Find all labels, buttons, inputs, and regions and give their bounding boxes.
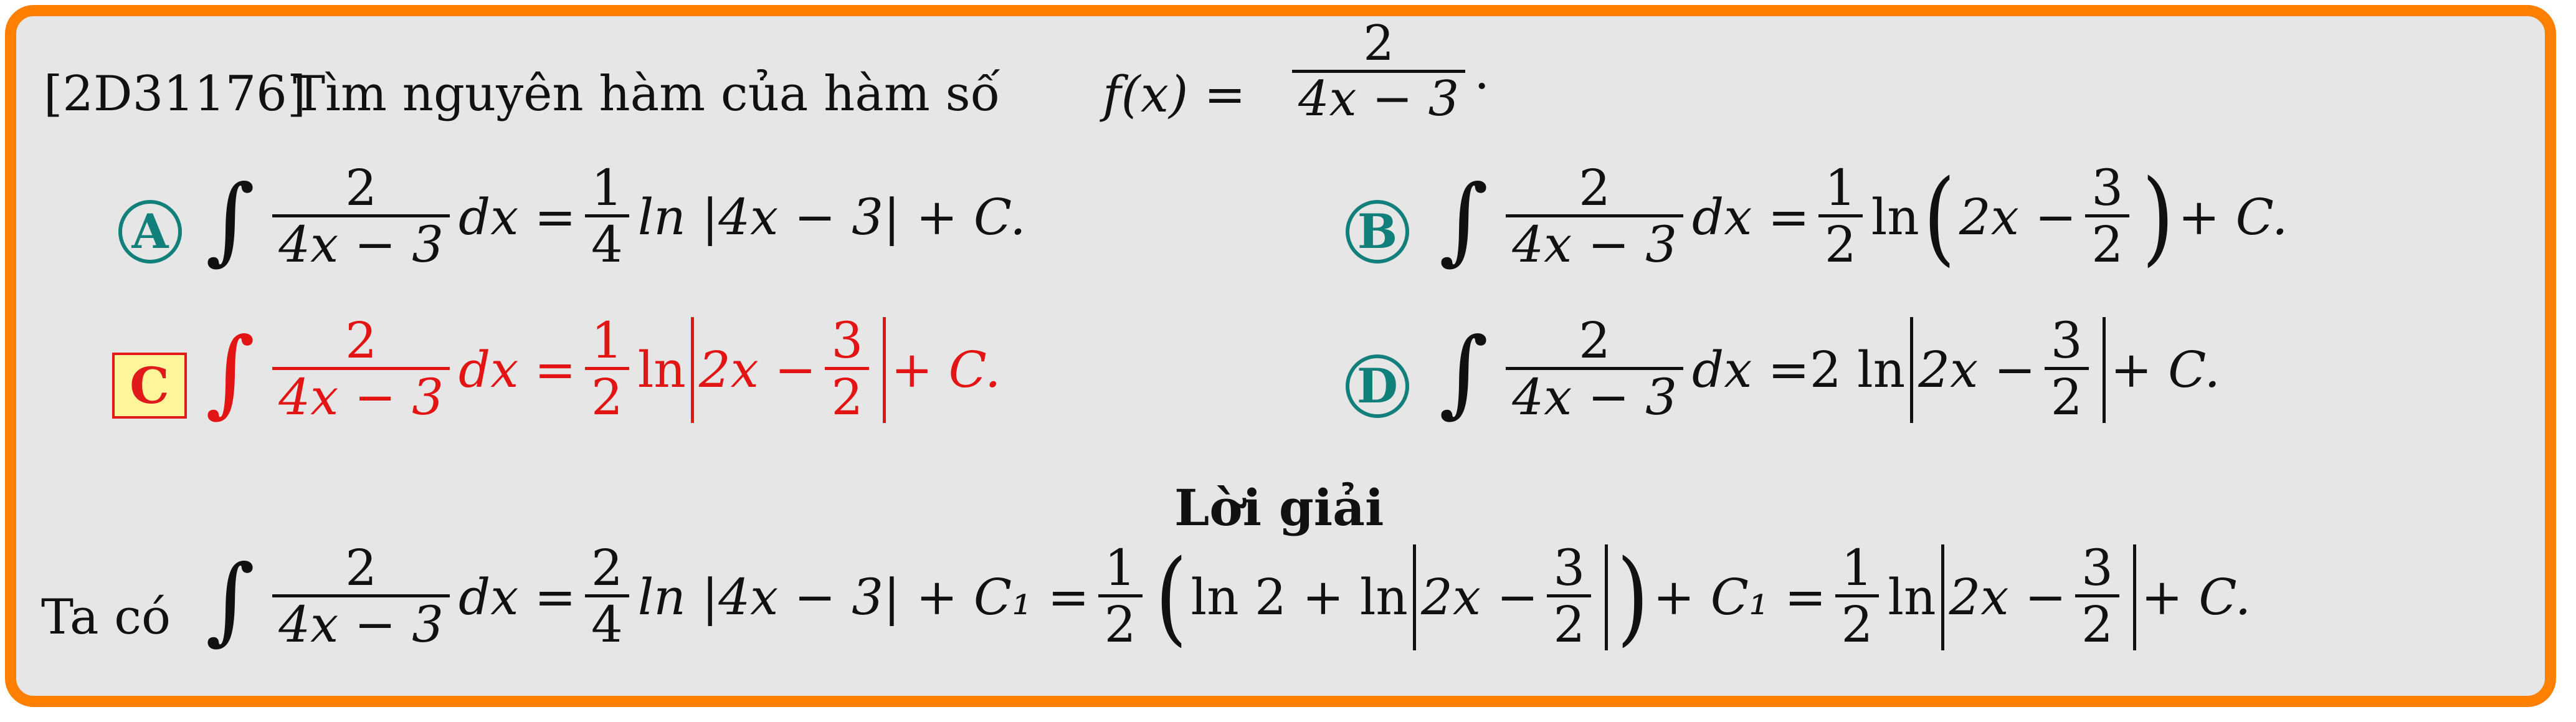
step3-coef-den: 2	[1835, 594, 1880, 652]
dx-equals: dx =	[1692, 341, 1810, 399]
integrand-den: 4x − 3	[272, 214, 450, 272]
option-c-ln: ln	[637, 341, 686, 399]
step2-num: 3	[1553, 539, 1585, 597]
step3-ln: ln	[1888, 568, 1936, 626]
abs-bar-left	[1941, 544, 1944, 650]
step3-den: 2	[2075, 594, 2119, 652]
integral-sign: ∫	[1439, 164, 1489, 275]
abs-bar-left	[1910, 317, 1913, 423]
solution-intro: Ta có	[41, 589, 171, 645]
option-b-ln: ln	[1871, 188, 1919, 246]
integrand-den: 4x − 3	[272, 367, 450, 425]
option-a-coef-num: 1	[591, 159, 623, 217]
option-c-math	[206, 311, 1001, 427]
option-c-inner: 2x −	[698, 341, 817, 399]
abs-bar-left	[1413, 544, 1416, 650]
choice-b-letter: B	[1357, 204, 1398, 259]
abs-bar-right	[1605, 544, 1608, 650]
option-b-inner-num: 3	[2091, 159, 2124, 217]
option-b-coef-num: 1	[1824, 159, 1856, 217]
integral-sign: ∫	[206, 164, 255, 275]
step2-inner: ln 2 + ln	[1191, 568, 1408, 626]
option-c-tail: + C.	[891, 341, 1001, 399]
step2-den: 2	[1547, 594, 1591, 652]
step2-coef-num: 1	[1104, 539, 1136, 597]
solution-math	[206, 537, 2251, 657]
question-frac-num: 2	[1363, 16, 1394, 72]
choice-d-badge[interactable]	[1346, 354, 1409, 418]
left-paren: (	[1923, 157, 1956, 277]
option-b-tail: + C.	[2178, 188, 2288, 246]
choice-a-letter: A	[131, 204, 169, 259]
step3-tail: + C.	[2141, 568, 2251, 626]
integrand-num: 2	[1579, 311, 1611, 369]
option-d-inner-den: 2	[2045, 367, 2089, 425]
step2-tail: + C₁ =	[1653, 568, 1827, 626]
option-b-coef-den: 2	[1818, 214, 1863, 272]
abs-bar-left	[691, 317, 694, 423]
question-frac-den: 4x − 3	[1292, 70, 1465, 126]
option-b-inner: 2x −	[1959, 188, 2077, 246]
integrand-den: 4x − 3	[272, 594, 450, 652]
option-d-coef: 2 ln	[1809, 341, 1906, 399]
function-lhs: f(x) =	[1103, 65, 1246, 123]
right-paren: )	[2142, 157, 2174, 277]
integrand-num: 2	[345, 159, 378, 217]
dx-equals: dx =	[1692, 188, 1810, 246]
integral-sign: ∫	[1439, 316, 1489, 427]
step3-num: 3	[2081, 539, 2113, 597]
option-d-inner: 2x −	[1918, 341, 2036, 399]
integral-sign: ∫	[206, 544, 255, 655]
solution-heading: Lời giải	[1174, 478, 1384, 537]
integrand-den: 4x − 3	[1506, 367, 1683, 425]
integrand-den: 4x − 3	[1506, 214, 1683, 272]
step2-coef-den: 2	[1098, 594, 1143, 652]
integrand-num: 2	[345, 311, 378, 369]
right-paren: )	[1617, 537, 1649, 657]
dx-equals: dx =	[459, 188, 576, 246]
option-d-math	[1439, 311, 2220, 427]
abs-bar-right	[2133, 544, 2136, 650]
choice-b-badge[interactable]	[1346, 200, 1409, 264]
choice-a-badge[interactable]	[118, 200, 182, 264]
step1-coef-den: 4	[585, 594, 629, 652]
choice-d-letter: D	[1357, 358, 1398, 414]
option-c-coef-num: 1	[591, 311, 623, 369]
integrand-num: 2	[1579, 159, 1611, 217]
abs-bar-right	[2103, 317, 2106, 423]
option-c-inner-den: 2	[825, 367, 869, 425]
option-c-coef-den: 2	[585, 367, 629, 425]
step1-rhs: ln |4x − 3| + C₁ =	[637, 568, 1090, 626]
question-end: .	[1474, 44, 1490, 101]
integrand-num: 2	[345, 539, 378, 597]
option-a-math	[206, 159, 1026, 275]
dx-equals: dx =	[459, 568, 576, 626]
abs-bar-right	[883, 317, 886, 423]
question-prompt: Tìm nguyên hàm của hàm số	[293, 66, 1000, 122]
option-d-inner-num: 3	[2050, 311, 2083, 369]
option-c-inner-num: 3	[831, 311, 863, 369]
option-a-coef-den: 4	[585, 214, 629, 272]
dx-equals: dx =	[459, 341, 576, 399]
option-d-tail: + C.	[2110, 341, 2220, 399]
step2-abs: 2x −	[1420, 568, 1539, 626]
option-a-rhs: ln |4x − 3| + C.	[637, 188, 1026, 246]
step1-coef-num: 2	[591, 539, 623, 597]
step3-abs: 2x −	[1949, 568, 2067, 626]
question-code: [2D31176]	[44, 66, 307, 122]
option-b-math	[1439, 157, 2288, 277]
option-b-inner-den: 2	[2085, 214, 2129, 272]
question-fraction	[1283, 16, 1490, 127]
step3-coef-num: 1	[1841, 539, 1873, 597]
choice-c-badge-correct[interactable]	[112, 353, 187, 419]
integral-sign: ∫	[206, 316, 255, 427]
choice-c-letter: C	[130, 356, 169, 415]
left-paren: (	[1154, 537, 1187, 657]
